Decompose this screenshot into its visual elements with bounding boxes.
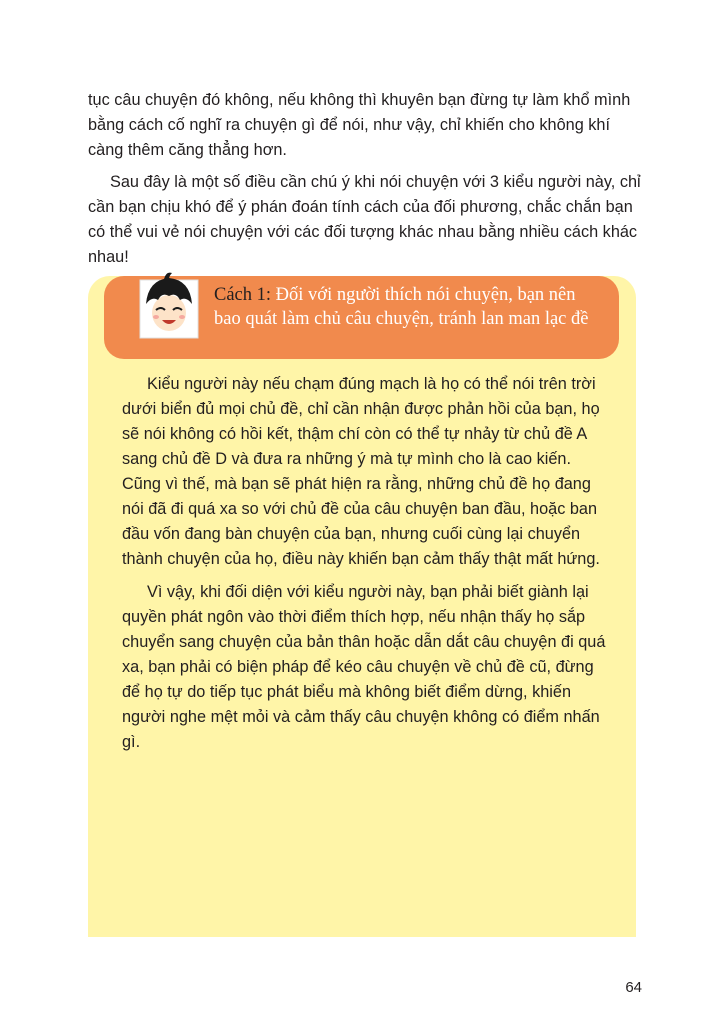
page-number: 64 — [625, 979, 642, 996]
tip-label: Cách 1: — [214, 285, 272, 305]
tip-title — [214, 284, 604, 331]
tip-paragraph-2: Vì vậy, khi đối diện với kiểu người này, bạn phải biết giành lại quyền phát ngôn vào thời điểm thích hợp, nếu nhận thấy họ sắp chuyển sang chuyện của bản thân hoặc dẫn dắt câu chuyện đi quá xa, bạn phải có biện pháp để kéo câu chuyện về chủ đề cũ, đừng để họ tự do tiếp tục phát biểu mà không biết điểm dừng, khiến người nghe mệt mỏi và cảm thấy câu chuyện không có điểm nhấn gì. — [122, 583, 606, 751]
tip-body — [122, 372, 612, 763]
intro-text — [88, 88, 643, 270]
tip-paragraph-1: Kiểu người này nếu chạm đúng mạch là họ có thể nói trên trời dưới biển đủ mọi chủ đề, chỉ cần nhận được phản hồi của bạn, họ sẽ nói không có hồi kết, thậm chí còn có thể tự nhảy từ chủ đề A sang chủ đề D và đưa ra những ý mà tự mình cho là cao kiến. Cũng vì thế, mà bạn sẽ phát hiện ra rằng, những chủ đề họ đang nói đã đi quá xa so với chủ đề của câu chuyện ban đầu, hoặc ban đầu vốn đang bàn chuyện của bạn, nhưng cuối cùng lại chuyển thành chuyện của họ, điều này khiến bạn cảm thấy thật mất hứng. — [122, 375, 600, 568]
intro-paragraph-2: Sau đây là một số điều cần chú ý khi nói chuyện với 3 kiểu người này, chỉ cần bạn chịu khó để ý phán đoán tính cách của đối phương, chắc chắn bạn có thể vui vẻ nói chuyện với các đối tượng khác nhau bằng nhiều cách khác nhau! — [88, 173, 641, 266]
intro-paragraph-1: tục câu chuyện đó không, nếu không thì khuyên bạn đừng tự làm khổ mình bằng cách cố nghĩ ra chuyện gì để nói, như vậy, chỉ khiến cho không khí càng thêm căng thẳng hơn. — [88, 91, 631, 159]
tip-heading: Đối với người thích nói chuyện, bạn nên bao quát làm chủ câu chuyện, tránh lan man lạc đề — [214, 285, 589, 329]
cartoon-boy-face-icon — [136, 270, 202, 340]
